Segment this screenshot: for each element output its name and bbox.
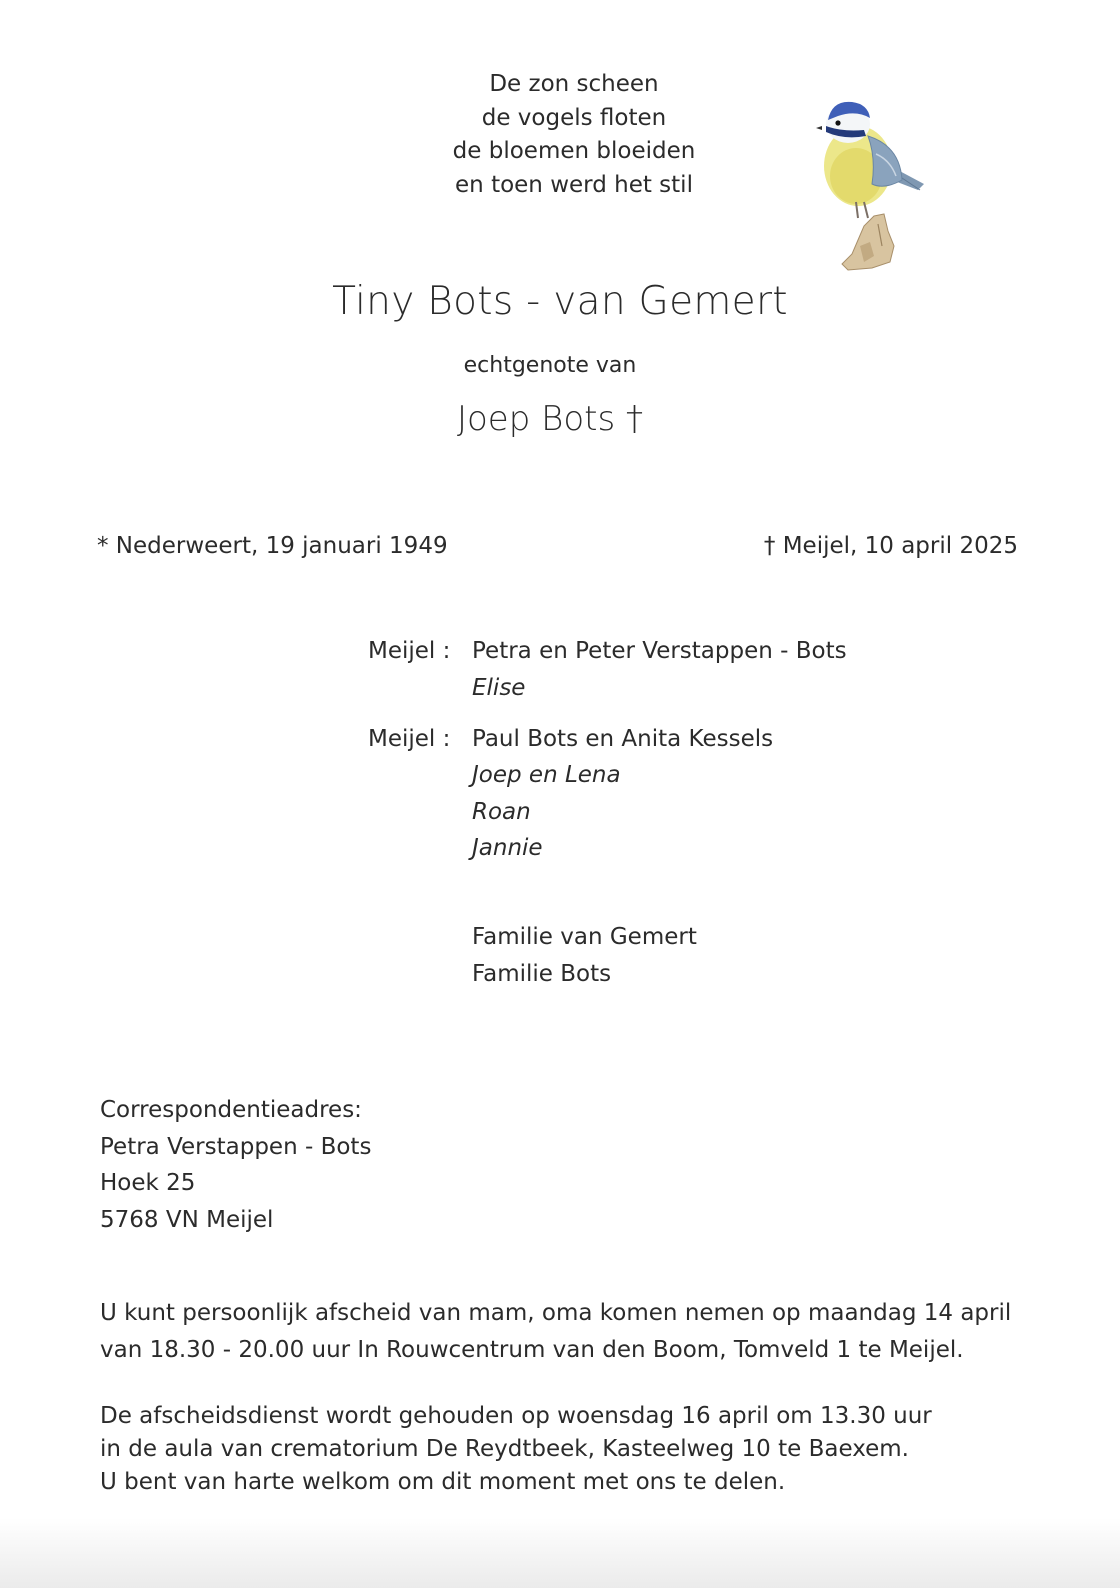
birth-info: * Nederweert, 19 januari 1949: [97, 533, 448, 559]
relation-label: echtgenote van: [463, 353, 637, 378]
grandchild-name: Jannie: [472, 835, 543, 861]
deceased-name: Tiny Bots - van Gemert: [332, 279, 788, 324]
extended-family: Familie van Gemert: [472, 924, 697, 950]
death-info: † Meijel, 10 april 2025: [763, 533, 1018, 559]
visitation-paragraph: [100, 1295, 1011, 1369]
service-paragraph: [100, 1400, 932, 1499]
grandchild-name: Elise: [472, 675, 526, 701]
poem-line: de vogels floten: [481, 104, 667, 131]
correspondence-label: Correspondentieadres:: [100, 1097, 362, 1123]
blue-tit-bird-illustration: [812, 96, 942, 278]
visitation-line: van 18.30 - 20.00 uur In Rouwcentrum van den Boom, Tomveld 1 te Meijel.: [100, 1337, 964, 1363]
spouse-name: Joep Bots †: [456, 399, 644, 439]
family-main: Paul Bots en Anita Kessels: [472, 726, 774, 752]
visitation-line: U kunt persoonlijk afscheid van mam, oma komen nemen op maandag 14 april: [100, 1300, 1012, 1326]
correspondence-address: [100, 1092, 371, 1238]
bottom-shadow: [0, 1518, 1120, 1588]
service-line: in de aula van crematorium De Reydtbeek, Kasteelweg 10 te Baexem.: [100, 1436, 909, 1462]
poem: [388, 68, 760, 202]
service-line: U bent van harte welkom om dit moment met ons te delen.: [100, 1469, 786, 1495]
correspondence-name: Petra Verstappen - Bots: [100, 1133, 372, 1160]
grandchild-name: Joep en Lena: [472, 762, 621, 788]
correspondence-street: Hoek 25: [100, 1170, 196, 1196]
extended-family: Familie Bots: [472, 961, 612, 987]
family-place: Meijel :: [368, 726, 451, 752]
poem-line: en toen werd het stil: [455, 171, 693, 198]
family-main: Petra en Peter Verstappen - Bots: [472, 638, 847, 664]
service-line: De afscheidsdienst wordt gehouden op woensdag 16 april om 13.30 uur: [100, 1403, 932, 1429]
grandchild-name: Roan: [472, 799, 531, 825]
family-place: Meijel :: [368, 638, 451, 664]
poem-line: De zon scheen: [489, 71, 659, 97]
correspondence-city: 5768 VN Meijel: [100, 1206, 274, 1233]
poem-line: de bloemen bloeiden: [452, 138, 696, 164]
